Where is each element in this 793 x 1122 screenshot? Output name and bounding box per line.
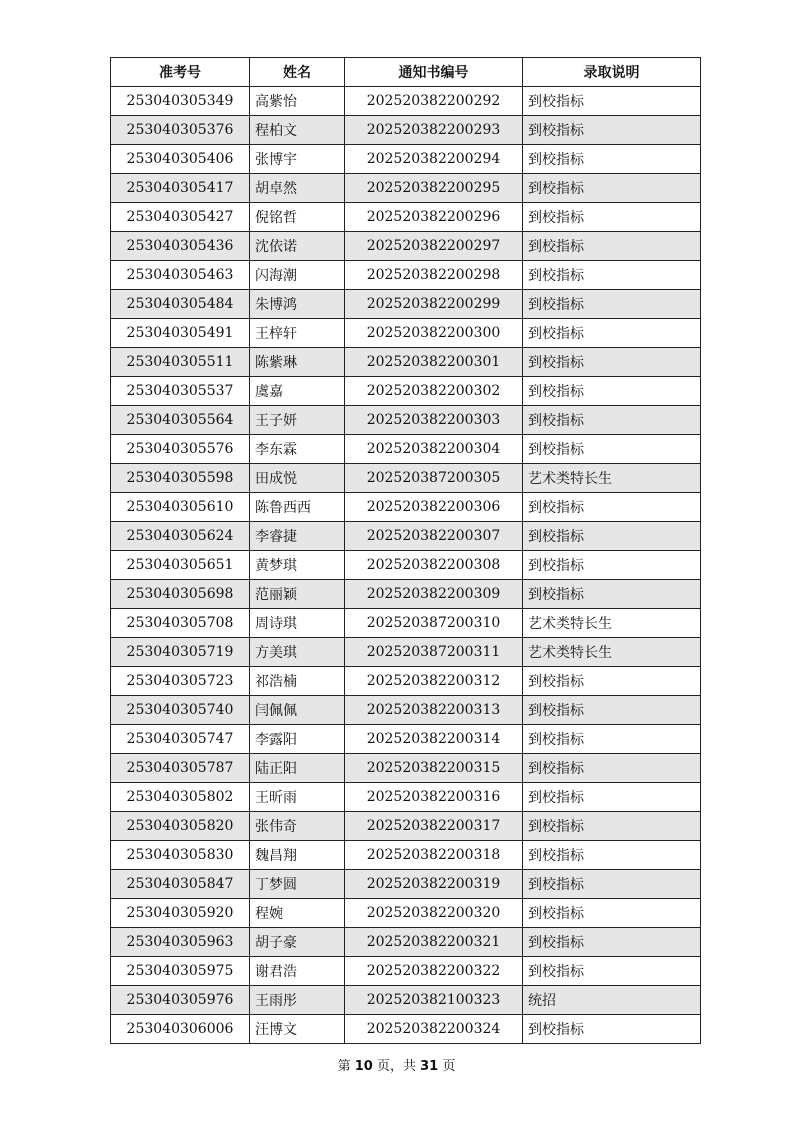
exam-number-cell: 253040305576 — [111, 435, 250, 464]
student-name-cell: 程柏文 — [250, 116, 345, 145]
exam-number-cell: 253040305740 — [111, 696, 250, 725]
table-row — [111, 522, 701, 551]
table-row — [111, 696, 701, 725]
exam-number-cell: 253040305484 — [111, 290, 250, 319]
table-row — [111, 203, 701, 232]
table-row — [111, 551, 701, 580]
student-name-cell: 张博宇 — [250, 145, 345, 174]
exam-number-cell: 253040305719 — [111, 638, 250, 667]
student-name-cell: 陈紫琳 — [250, 348, 345, 377]
exam-number-cell: 253040305976 — [111, 986, 250, 1015]
notice-number-cell: 202520382200299 — [345, 290, 523, 319]
admission-remark-cell: 到校指标 — [523, 899, 701, 928]
table-row — [111, 957, 701, 986]
student-name-cell: 高紫怡 — [250, 87, 345, 116]
admission-remark-cell: 到校指标 — [523, 783, 701, 812]
exam-number-cell: 253040306006 — [111, 1015, 250, 1044]
student-name-cell: 朱博鸿 — [250, 290, 345, 319]
exam-number-cell: 253040305651 — [111, 551, 250, 580]
admission-remark-cell: 到校指标 — [523, 870, 701, 899]
admission-remark-cell: 到校指标 — [523, 319, 701, 348]
exam-number-cell: 253040305564 — [111, 406, 250, 435]
notice-number-cell: 202520382200292 — [345, 87, 523, 116]
exam-number-cell: 253040305624 — [111, 522, 250, 551]
current-page-number: 10 — [354, 1059, 373, 1074]
table-row — [111, 261, 701, 290]
admission-remark-cell: 艺术类特长生 — [523, 609, 701, 638]
notice-number-cell: 202520382200298 — [345, 261, 523, 290]
table-row — [111, 145, 701, 174]
notice-number-cell: 202520382200316 — [345, 783, 523, 812]
exam-number-cell: 253040305698 — [111, 580, 250, 609]
notice-number-cell: 202520382200321 — [345, 928, 523, 957]
student-name-cell: 祁浩楠 — [250, 667, 345, 696]
notice-number-cell: 202520382200301 — [345, 348, 523, 377]
student-name-cell: 闪海潮 — [250, 261, 345, 290]
notice-number-cell: 202520382200312 — [345, 667, 523, 696]
admission-remark-cell: 到校指标 — [523, 493, 701, 522]
table-row — [111, 348, 701, 377]
notice-number-cell: 202520382200302 — [345, 377, 523, 406]
table-row — [111, 232, 701, 261]
exam-number-cell: 253040305349 — [111, 87, 250, 116]
admission-remark-cell: 到校指标 — [523, 145, 701, 174]
exam-number-cell: 253040305376 — [111, 116, 250, 145]
table-row — [111, 116, 701, 145]
admission-remark-cell: 到校指标 — [523, 754, 701, 783]
exam-number-cell: 253040305598 — [111, 464, 250, 493]
exam-number-cell: 253040305708 — [111, 609, 250, 638]
table-row — [111, 580, 701, 609]
notice-number-cell: 202520382200293 — [345, 116, 523, 145]
exam-number-cell: 253040305847 — [111, 870, 250, 899]
admission-table — [110, 57, 701, 1044]
admission-remark-cell: 到校指标 — [523, 87, 701, 116]
table-row — [111, 87, 701, 116]
admission-remark-cell: 到校指标 — [523, 290, 701, 319]
student-name-cell: 程婉 — [250, 899, 345, 928]
page-prefix: 第 — [337, 1059, 355, 1074]
header-exam-number: 准考号 — [111, 58, 250, 87]
student-name-cell: 王昕雨 — [250, 783, 345, 812]
exam-number-cell: 253040305830 — [111, 841, 250, 870]
notice-number-cell: 202520382200308 — [345, 551, 523, 580]
table-row — [111, 870, 701, 899]
table-header-row — [111, 58, 701, 87]
exam-number-cell: 253040305491 — [111, 319, 250, 348]
table-row — [111, 986, 701, 1015]
admission-remark-cell: 艺术类特长生 — [523, 464, 701, 493]
student-name-cell: 李睿捷 — [250, 522, 345, 551]
exam-number-cell: 253040305963 — [111, 928, 250, 957]
student-name-cell: 胡子豪 — [250, 928, 345, 957]
exam-number-cell: 253040305463 — [111, 261, 250, 290]
exam-number-cell: 253040305427 — [111, 203, 250, 232]
table-row — [111, 754, 701, 783]
table-row — [111, 435, 701, 464]
table-row — [111, 725, 701, 754]
table-row — [111, 290, 701, 319]
exam-number-cell: 253040305787 — [111, 754, 250, 783]
exam-number-cell: 253040305436 — [111, 232, 250, 261]
admission-remark-cell: 到校指标 — [523, 116, 701, 145]
student-name-cell: 李东霖 — [250, 435, 345, 464]
notice-number-cell: 202520382200315 — [345, 754, 523, 783]
header-admission-remark: 录取说明 — [523, 58, 701, 87]
admission-remark-cell: 到校指标 — [523, 203, 701, 232]
student-name-cell: 黄梦琪 — [250, 551, 345, 580]
student-name-cell: 丁梦圆 — [250, 870, 345, 899]
admission-remark-cell: 到校指标 — [523, 667, 701, 696]
notice-number-cell: 202520387200310 — [345, 609, 523, 638]
header-notice-number: 通知书编号 — [345, 58, 523, 87]
admission-remark-cell: 到校指标 — [523, 580, 701, 609]
exam-number-cell: 253040305975 — [111, 957, 250, 986]
table-row — [111, 609, 701, 638]
student-name-cell: 汪博文 — [250, 1015, 345, 1044]
notice-number-cell: 202520382200314 — [345, 725, 523, 754]
table-row — [111, 406, 701, 435]
notice-number-cell: 202520382200303 — [345, 406, 523, 435]
table-row — [111, 174, 701, 203]
page-middle: 页，共 — [372, 1059, 421, 1074]
student-name-cell: 魏昌翔 — [250, 841, 345, 870]
notice-number-cell: 202520382200319 — [345, 870, 523, 899]
notice-number-cell: 202520382200309 — [345, 580, 523, 609]
student-name-cell: 方美琪 — [250, 638, 345, 667]
table-row — [111, 899, 701, 928]
notice-number-cell: 202520382200300 — [345, 319, 523, 348]
table-row — [111, 1015, 701, 1044]
admission-remark-cell: 到校指标 — [523, 435, 701, 464]
admission-remark-cell: 艺术类特长生 — [523, 638, 701, 667]
admission-remark-cell: 到校指标 — [523, 232, 701, 261]
student-name-cell: 倪铭哲 — [250, 203, 345, 232]
exam-number-cell: 253040305537 — [111, 377, 250, 406]
student-name-cell: 李露阳 — [250, 725, 345, 754]
student-name-cell: 王雨彤 — [250, 986, 345, 1015]
student-name-cell: 陈鲁西西 — [250, 493, 345, 522]
admission-remark-cell: 到校指标 — [523, 348, 701, 377]
table-row — [111, 493, 701, 522]
table-row — [111, 928, 701, 957]
notice-number-cell: 202520382200313 — [345, 696, 523, 725]
exam-number-cell: 253040305406 — [111, 145, 250, 174]
table-body — [111, 87, 701, 1044]
student-name-cell: 沈依诺 — [250, 232, 345, 261]
table-row — [111, 667, 701, 696]
student-name-cell: 王梓轩 — [250, 319, 345, 348]
notice-number-cell: 202520382200296 — [345, 203, 523, 232]
table-row — [111, 464, 701, 493]
table-row — [111, 638, 701, 667]
admission-remark-cell: 到校指标 — [523, 261, 701, 290]
admission-remark-cell: 到校指标 — [523, 1015, 701, 1044]
admission-remark-cell: 到校指标 — [523, 725, 701, 754]
notice-number-cell: 202520382200294 — [345, 145, 523, 174]
exam-number-cell: 253040305747 — [111, 725, 250, 754]
student-name-cell: 陆正阳 — [250, 754, 345, 783]
table-row — [111, 319, 701, 348]
table-row — [111, 783, 701, 812]
exam-number-cell: 253040305511 — [111, 348, 250, 377]
notice-number-cell: 202520387200311 — [345, 638, 523, 667]
notice-number-cell: 202520382200324 — [345, 1015, 523, 1044]
admission-remark-cell: 统招 — [523, 986, 701, 1015]
exam-number-cell: 253040305820 — [111, 812, 250, 841]
student-name-cell: 虞嘉 — [250, 377, 345, 406]
exam-number-cell: 253040305417 — [111, 174, 250, 203]
exam-number-cell: 253040305610 — [111, 493, 250, 522]
student-name-cell: 王子妍 — [250, 406, 345, 435]
admission-remark-cell: 到校指标 — [523, 522, 701, 551]
admission-remark-cell: 到校指标 — [523, 957, 701, 986]
student-name-cell: 闫佩佩 — [250, 696, 345, 725]
admission-remark-cell: 到校指标 — [523, 406, 701, 435]
student-name-cell: 周诗琪 — [250, 609, 345, 638]
student-name-cell: 范丽颖 — [250, 580, 345, 609]
total-pages-number: 31 — [420, 1059, 439, 1074]
notice-number-cell: 202520382200317 — [345, 812, 523, 841]
header-name: 姓名 — [250, 58, 345, 87]
admission-remark-cell: 到校指标 — [523, 174, 701, 203]
page-suffix: 页 — [438, 1059, 456, 1074]
admission-remark-cell: 到校指标 — [523, 841, 701, 870]
exam-number-cell: 253040305723 — [111, 667, 250, 696]
student-name-cell: 田成悦 — [250, 464, 345, 493]
table-row — [111, 377, 701, 406]
table-row — [111, 812, 701, 841]
page-footer — [0, 1055, 793, 1074]
admission-remark-cell: 到校指标 — [523, 928, 701, 957]
notice-number-cell: 202520387200305 — [345, 464, 523, 493]
student-name-cell: 谢君浩 — [250, 957, 345, 986]
notice-number-cell: 202520382200322 — [345, 957, 523, 986]
notice-number-cell: 202520382200304 — [345, 435, 523, 464]
notice-number-cell: 202520382200306 — [345, 493, 523, 522]
admission-remark-cell: 到校指标 — [523, 696, 701, 725]
admission-remark-cell: 到校指标 — [523, 551, 701, 580]
exam-number-cell: 253040305802 — [111, 783, 250, 812]
notice-number-cell: 202520382200320 — [345, 899, 523, 928]
notice-number-cell: 202520382100323 — [345, 986, 523, 1015]
admission-remark-cell: 到校指标 — [523, 812, 701, 841]
student-name-cell: 张伟奇 — [250, 812, 345, 841]
table-row — [111, 841, 701, 870]
notice-number-cell: 202520382200318 — [345, 841, 523, 870]
notice-number-cell: 202520382200307 — [345, 522, 523, 551]
admission-remark-cell: 到校指标 — [523, 377, 701, 406]
exam-number-cell: 253040305920 — [111, 899, 250, 928]
student-name-cell: 胡卓然 — [250, 174, 345, 203]
notice-number-cell: 202520382200295 — [345, 174, 523, 203]
notice-number-cell: 202520382200297 — [345, 232, 523, 261]
